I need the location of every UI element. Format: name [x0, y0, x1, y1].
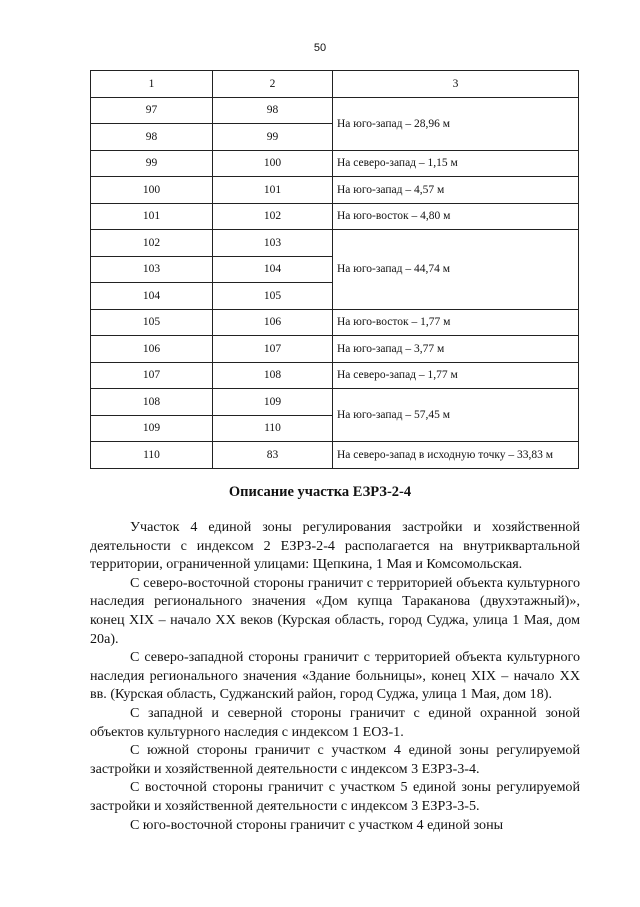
table-row	[91, 177, 579, 204]
direction-distance: На юго-запад – 4,57 м	[333, 177, 579, 204]
point-to: 107	[213, 336, 333, 363]
direction-distance: На северо-запад – 1,77 м	[333, 362, 579, 389]
point-to: 106	[213, 309, 333, 336]
point-from: 97	[91, 97, 213, 124]
point-from: 110	[91, 442, 213, 469]
point-from: 108	[91, 389, 213, 416]
column-header: 1	[91, 71, 213, 98]
boundary-table	[90, 70, 579, 469]
direction-distance: На северо-запад – 1,15 м	[333, 150, 579, 177]
paragraph: С юго-восточной стороны граничит с участком 4 единой зоны	[130, 816, 504, 833]
point-to: 102	[213, 203, 333, 230]
table-row	[91, 97, 579, 124]
direction-distance: На юго-запад – 44,74 м	[333, 230, 579, 310]
direction-distance: На юго-запад – 3,77 м	[333, 336, 579, 363]
direction-distance: На юго-восток – 1,77 м	[333, 309, 579, 336]
point-to: 83	[213, 442, 333, 469]
point-to: 108	[213, 362, 333, 389]
paragraph: С северо-восточной стороны граничит с территорией объекта культурного наследия регионального значения «Дом купца Тараканова (двухэтажный)», конец XIX – начало XX веков (Курская область, город Суджа, улица 1 Мая, дом 20а).	[90, 574, 580, 647]
point-to: 101	[213, 177, 333, 204]
point-to: 99	[213, 124, 333, 151]
table-row	[91, 389, 579, 416]
table-row	[91, 309, 579, 336]
direction-distance: На северо-запад в исходную точку – 33,83 м	[333, 442, 579, 469]
point-from: 100	[91, 177, 213, 204]
paragraph: Участок 4 единой зоны регулирования застройки и хозяйственной деятельности с индексом 2 ЕЗРЗ-2-4 располагается на внутриквартальной территории, ограниченной улицами: Щепкина, 1 Мая и Комсомольская.	[90, 519, 580, 573]
table-header-row	[91, 71, 579, 98]
point-from: 104	[91, 283, 213, 310]
section-title: Описание участка ЕЗРЗ-2-4	[228, 484, 412, 500]
point-to: 109	[213, 389, 333, 416]
table-row	[91, 362, 579, 389]
paragraph: С восточной стороны граничит с участком 5 единой зоны регулируемой застройки и хозяйственной деятельности с индексом 3 ЕЗРЗ-3-5.	[90, 779, 580, 814]
column-header: 2	[213, 71, 333, 98]
point-from: 101	[91, 203, 213, 230]
direction-distance: На юго-восток – 4,80 м	[333, 203, 579, 230]
point-from: 103	[91, 256, 213, 283]
point-from: 109	[91, 415, 213, 442]
table-row	[91, 336, 579, 363]
table-row	[91, 230, 579, 257]
table-row	[91, 203, 579, 230]
point-to: 100	[213, 150, 333, 177]
point-to: 110	[213, 415, 333, 442]
point-to: 98	[213, 97, 333, 124]
direction-distance: На юго-запад – 28,96 м	[333, 97, 579, 150]
point-from: 99	[91, 150, 213, 177]
paragraph: С западной и северной стороны граничит с единой охранной зоной объектов культурного наследия с индексом 1 ЕОЗ-1.	[90, 704, 580, 740]
point-to: 104	[213, 256, 333, 283]
point-from: 107	[91, 362, 213, 389]
table-row	[91, 150, 579, 177]
point-to: 105	[213, 283, 333, 310]
point-to: 103	[213, 230, 333, 257]
direction-distance: На юго-запад – 57,45 м	[333, 389, 579, 442]
paragraph: С южной стороны граничит с участком 4 единой зоны регулируемой застройки и хозяйственной деятельности с индексом 3 ЕЗРЗ-3-4.	[90, 742, 580, 777]
point-from: 98	[91, 124, 213, 151]
point-from: 106	[91, 336, 213, 363]
section-body	[90, 518, 580, 834]
paragraph: С северо-западной стороны граничит с территорией объекта культурного наследия регионального значения «Здание больницы», конец XIX – начало XX вв. (Курская область, Суджанский район, город Суджа, улица 1 Мая, дом 18).	[90, 649, 580, 703]
point-from: 105	[91, 309, 213, 336]
table-row	[91, 442, 579, 469]
point-from: 102	[91, 230, 213, 257]
column-header: 3	[333, 71, 579, 98]
page-number: 50	[313, 42, 327, 54]
